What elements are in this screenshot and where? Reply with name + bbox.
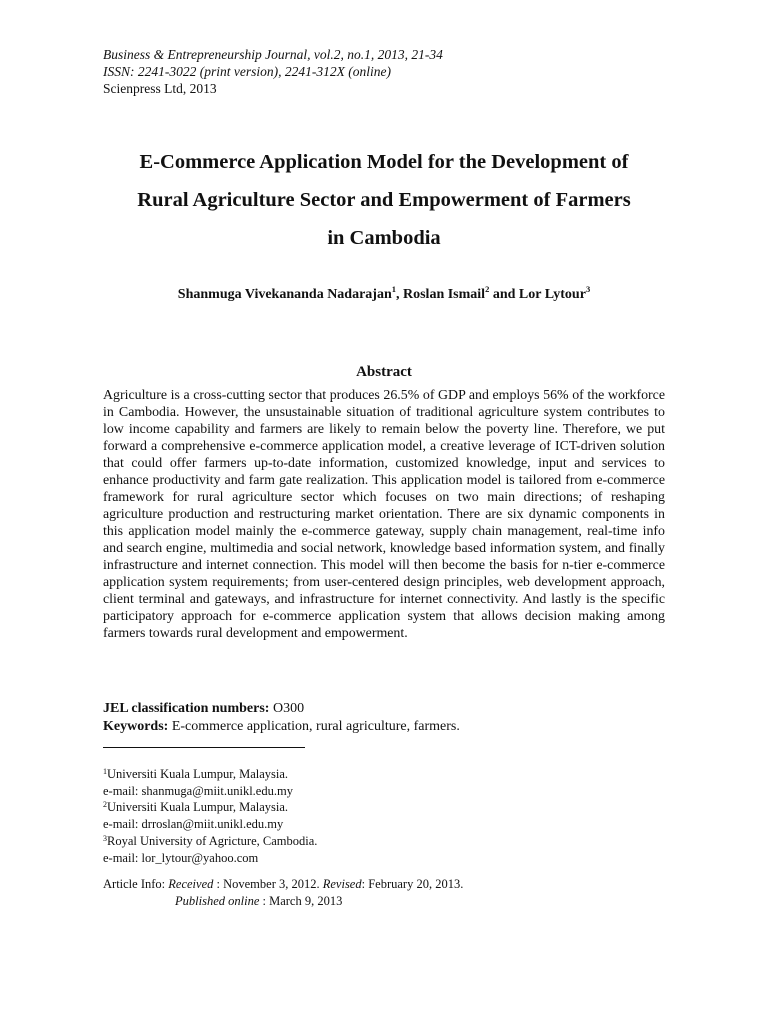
affiliation-footnotes: [103, 766, 603, 866]
journal-header: [103, 46, 683, 97]
affiliation-2-text: Universiti Kuala Lumpur, Malaysia.: [107, 800, 289, 815]
jel-line: [103, 700, 665, 718]
jel-label: JEL classification numbers:: [103, 701, 270, 716]
affiliation-3: [103, 833, 603, 850]
published-online-date: : March 9, 2013: [259, 893, 343, 908]
affiliation-mark-1: 1: [103, 767, 107, 776]
affiliation-3-text: Royal University of Agricture, Cambodia.: [107, 833, 318, 848]
title-line-1: E-Commerce Application Model for the Development of: [139, 151, 629, 173]
published-online-line: [103, 893, 663, 910]
revised-date: : February 20, 2013.: [361, 877, 464, 891]
abstract-text: Agriculture is a cross-cutting sector that produces 26.5% of GDP and employs 56% of the workforce in Cambodia. However, the unsustainable situation of traditional agriculture system contributes to low income capability and farmers are likely to remain below the poverty line. Therefore, we put forward a comprehensive e-commerce application model, a creative leverage of ICT-driven solution that could offer farmers up-to-date information, customized knowledge, input and services to enhance productivity and farm gate realization. This application model is tailored from e-commerce framework for rural agriculture sector which focuses on two main directions; of reshaping agriculture production and restructuring market orientation. There are six dynamic components in this application model mainly the e-commerce gateway, supply chain management, real-time info and search engine, multimedia and social network, knowledge based information system, and finally infrastructure and internet connection. This model will then become the basis for n-tier e-commerce application system requirements; from user-centered design principles, web development approach, client terminal and gateways, and infrastructure for internet connectivity. And lastly is the specific participatory approach for e-commerce application system that allows decision making among farmers towards rural development and empowerment.: [103, 388, 665, 641]
keywords-value: E-commerce application, rural agriculture, farmers.: [168, 718, 460, 734]
keywords-line: [103, 718, 665, 736]
title-line-2: Rural Agriculture Sector and Empowerment of Farmers: [137, 189, 631, 211]
author-separator-1: ,: [396, 287, 403, 302]
affiliation-mark-2: 2: [103, 800, 107, 810]
article-info: [103, 876, 663, 909]
article-info-dates: [103, 876, 663, 893]
revised-label: Revised: [322, 877, 362, 891]
author-1-affiliation-mark: 1: [391, 284, 396, 294]
affiliation-2-email: e-mail: drroslan@miit.unikl.edu.my: [103, 817, 284, 832]
author-separator-2: and: [489, 287, 519, 302]
author-2-affiliation-mark: 2: [485, 284, 490, 294]
author-2: Roslan Ismail: [403, 287, 486, 302]
jel-value: O300: [269, 701, 305, 716]
paper-title: [80, 143, 688, 257]
article-info-label: Article Info:: [103, 877, 169, 891]
affiliation-2: [103, 799, 603, 816]
footnote-divider: [103, 747, 305, 748]
issn-line: ISSN: 2241-3022 (print version), 2241-312X (online): [103, 64, 391, 79]
affiliation-mark-3: 3: [103, 833, 107, 843]
author-1: Shanmuga Vivekananda Nadarajan: [177, 287, 392, 302]
author-list: [80, 285, 688, 305]
affiliation-1: [103, 766, 603, 783]
author-3: Lor Lytour: [518, 287, 586, 302]
author-3-affiliation-mark: 3: [585, 284, 591, 294]
published-online-label: Published online: [175, 893, 260, 908]
abstract-heading: Abstract: [356, 364, 412, 380]
title-line-3: in Cambodia: [327, 227, 441, 249]
keywords-label: Keywords:: [103, 718, 169, 734]
classification-block: [103, 700, 665, 735]
journal-citation: Business & Entrepreneurship Journal, vol.2, no.1, 2013, 21-34: [103, 47, 443, 62]
publisher-line: Scienpress Ltd, 2013: [103, 81, 217, 96]
received-label: Received: [168, 877, 214, 891]
affiliation-1-text: Universiti Kuala Lumpur, Malaysia.: [107, 767, 289, 781]
affiliation-1-email: e-mail: shanmuga@miit.unikl.edu.my: [103, 783, 293, 798]
received-date: : November 3, 2012.: [213, 877, 323, 891]
affiliation-3-email: e-mail: lor_lytour@yahoo.com: [103, 850, 259, 865]
